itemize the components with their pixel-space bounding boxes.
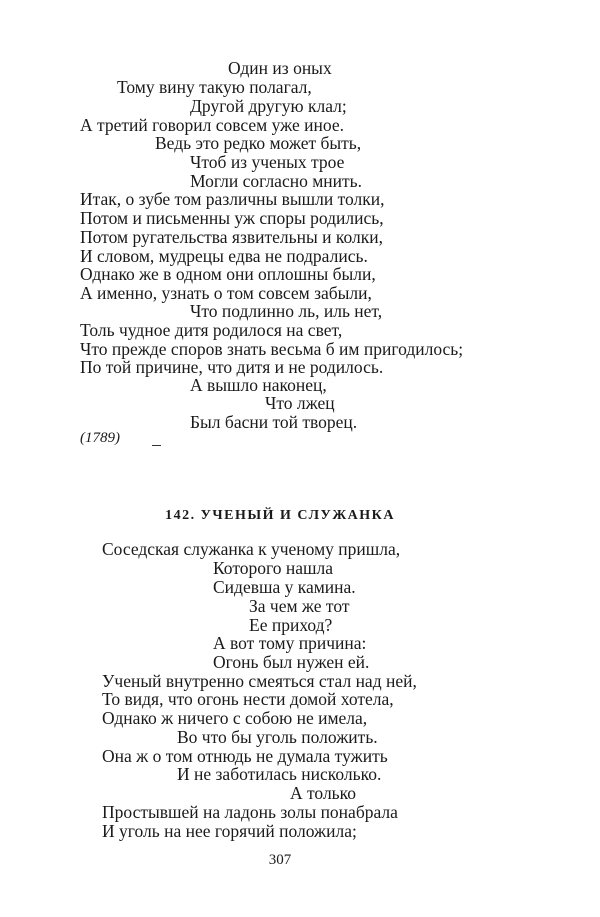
verse-line: Ведь это редко может быть,: [155, 133, 362, 153]
verse-line: Соседская служанка к ученому пришла,: [102, 539, 401, 559]
verse-line: Что лжец: [265, 393, 335, 413]
verse-line: И словом, мудрецы едва не подрались.: [80, 246, 368, 266]
verse-line: А вот тому причина:: [213, 633, 367, 653]
verse-line: Простывшей на ладонь золы понабрала: [102, 802, 398, 822]
verse-line: Она ж о том отнюдь не думала тужить: [102, 746, 388, 766]
verse-line: Которого нашла: [213, 558, 333, 578]
verse-line: Итак, о зубе том различны вышли толки,: [80, 189, 385, 209]
verse-line: И уголь на нее горячий положила;: [102, 821, 357, 841]
verse-line: Толь чудное дитя родилося на свет,: [80, 320, 343, 340]
verse-line: Могли согласно мнить.: [190, 171, 363, 191]
verse-line: Однако ж ничего с собою не имела,: [102, 708, 368, 728]
verse-line: Огонь был нужен ей.: [213, 652, 370, 672]
verse-line: Что подлинно ль, иль нет,: [190, 301, 383, 321]
verse-line: То видя, что огонь нести домой хотела,: [102, 689, 394, 709]
verse-line: Сидевша у камина.: [213, 577, 356, 597]
poem-heading: 142. УЧЕНЫЙ И СЛУЖАНКА: [165, 508, 395, 523]
page-number: 307: [268, 852, 292, 868]
verse-line: Потом и письменны уж споры родились,: [80, 208, 384, 228]
verse-line: А вышло наконец,: [190, 375, 327, 395]
verse-line: А третий говорил совсем уже иное.: [80, 115, 344, 135]
verse-line: Ее приход?: [249, 615, 333, 635]
verse-line: По той причине, что дитя и не родилось.: [80, 357, 384, 377]
verse-line: И не заботилась нисколько.: [177, 764, 382, 784]
verse-line: Другой другую клал;: [190, 96, 347, 116]
verse-line: Чтоб из ученых трое: [190, 152, 345, 172]
verse-line: Один из оных: [228, 58, 332, 78]
verse-line: Тому вину такую полагал,: [117, 77, 312, 97]
verse-line: А только: [290, 783, 357, 803]
verse-line: Потом ругательства язвительны и колки,: [80, 227, 383, 247]
verse-line: Однако же в одном они оплошны были,: [80, 264, 376, 284]
verse-line: Ученый внутренно смеяться стал над ней,: [102, 671, 417, 691]
verse-line: За чем же тот: [249, 596, 350, 616]
verse-line: Что прежде споров знать весьма б им пригодилось;: [80, 339, 464, 359]
verse-line: Был басни той творец.: [190, 412, 358, 432]
verse-line: Во что бы уголь положить.: [177, 727, 378, 747]
dash-mark: [152, 445, 161, 446]
verse-line: А именно, узнать о том совсем забыли,: [80, 283, 372, 303]
poem-year: (1789): [80, 430, 120, 446]
